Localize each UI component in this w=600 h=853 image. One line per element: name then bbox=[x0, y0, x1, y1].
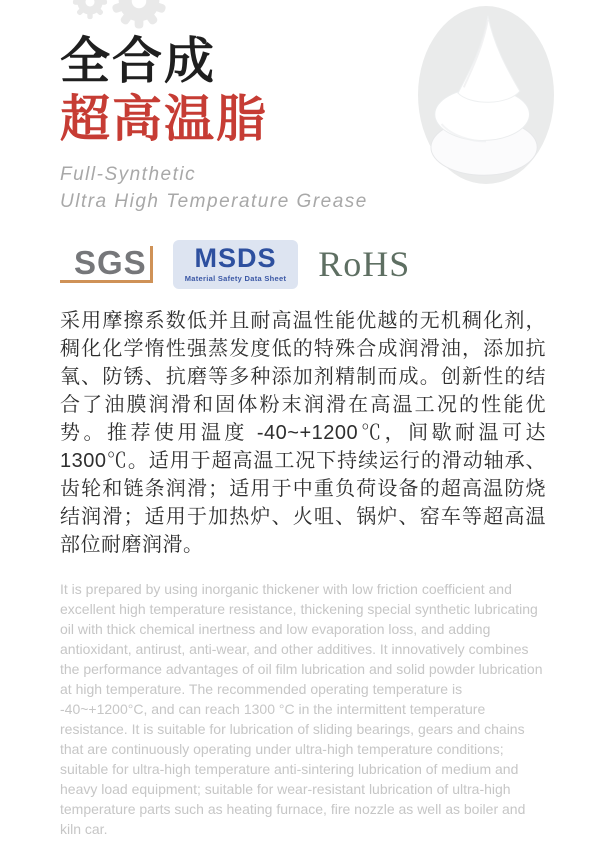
gear-icon-small bbox=[72, 0, 108, 20]
certification-logos bbox=[60, 237, 546, 291]
gear-decoration bbox=[70, 0, 180, 30]
subtitle-line-1: Full-Synthetic bbox=[60, 164, 197, 185]
page-title-cn-accent: 超高温脂 bbox=[60, 91, 268, 147]
gear-icon-large bbox=[110, 0, 168, 30]
sgs-label: SGS bbox=[74, 243, 147, 281]
msds-label: MSDS bbox=[194, 242, 277, 273]
subtitle-line-2: Ultra High Temperature Grease bbox=[60, 190, 368, 212]
rohs-logo: RoHS bbox=[318, 244, 411, 285]
description-chinese: 采用摩擦系数低并且耐高温性能优越的无机稠化剂，稠化化学惰性强蒸发度低的特殊合成润滑油，添加抗氧、防锈、抗磨等多种添加剂精制而成。创新性的结合了油膜润滑和固体粉末润滑在高温工况的性能优势。推荐使用温度 -40~+1200℃，间歇耐温可达 1300℃。适用于超高温工况下持续运行的滑动轴承、齿轮和链条润滑；适用于中重负荷设备的超高温防烧结润滑；适用于加热炉、火咀、锅炉、窑车等超高温部位耐磨润滑。 bbox=[60, 310, 546, 557]
page-title-cn: 全合成 bbox=[60, 33, 216, 89]
page-subtitle-en bbox=[60, 162, 546, 215]
product-info bbox=[60, 34, 546, 853]
msds-logo bbox=[173, 240, 299, 289]
msds-sublabel: Material Safety Data Sheet bbox=[184, 273, 287, 283]
description-english: It is prepared by using inorganic thickener with low friction coefficient and excellent high temperature resistance, thickening special synthetic lubricating oil with thick chemical inertness and low evaporation loss, and adding antioxidant, antirust, anti-wear, and other additives. It innovatively combines the performance advantages of oil film lubrication and solid powder lubrication at high temperature. The recommended operating temperature is -40~+1200°C, and can reach 1300 °C in the intermittent temperature resistance. It is suitable for lubrication of sliding bearings, gears and chains that are continuously operating under ultra-high temperature conditions; suitable for ultra-high temperature anti-sintering lubrication of medium and heavy load equipment; suitable for wear-resistant lubrication of ultra-high temperature parts such as heating furnace, fire nozzle as well as boiler and kiln car. bbox=[60, 581, 543, 838]
sgs-logo bbox=[60, 243, 153, 283]
